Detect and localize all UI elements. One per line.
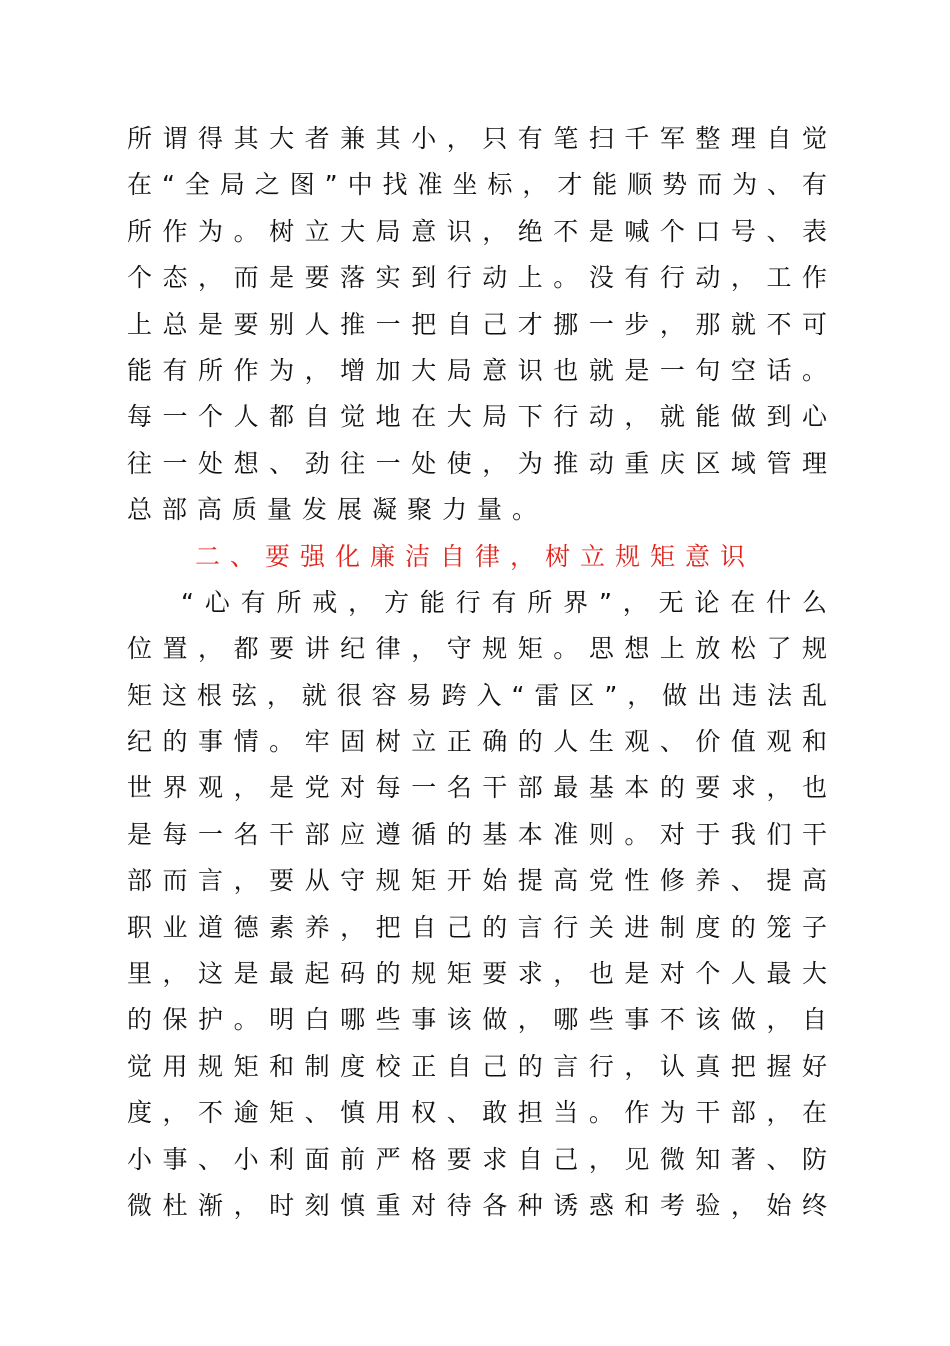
paragraph1-line-3: 所作为。树立大局意识，绝不是喊个口号、表 — [127, 216, 827, 246]
paragraph2-line-12: 度，不逾矩、慎用权、敢担当。作为干部，在 — [127, 1098, 827, 1128]
paragraph2-line-2: 位置，都要讲纪律，守规矩。思想上放松了规 — [127, 634, 827, 664]
paragraph1-line-4: 个态，而是要落实到行动上。没有行动，工作 — [127, 263, 827, 293]
paragraph2-line-7: 部而言，要从守规矩开始提高党性修养、提高 — [127, 866, 827, 896]
section-heading: 二、要强化廉洁自律，树立规矩意识 — [195, 541, 756, 571]
paragraph1-line-8: 往一处想、劲往一处使，为推动重庆区域管理 — [127, 448, 827, 478]
paragraph1-line-5: 上总是要别人推一把自己才挪一步，那就不可 — [127, 309, 827, 339]
paragraph2-line-10: 的保护。明白哪些事该做，哪些事不该做，自 — [127, 1005, 827, 1035]
paragraph1-line-7: 每一个人都自觉地在大局下行动，就能做到心 — [127, 402, 827, 432]
paragraph1-line-9: 总部高质量发展凝聚力量。 — [127, 495, 548, 525]
paragraph2-line-11: 觉用规矩和制度校正自己的言行，认真把握好 — [127, 1051, 827, 1081]
paragraph2-line-4: 纪的事情。牢固树立正确的人生观、价值观和 — [127, 727, 827, 757]
paragraph1-line-6: 能有所作为，增加大局意识也就是一句空话。 — [127, 355, 827, 385]
paragraph2-line-1: “心有所戒，方能行有所界”，无论在什么 — [181, 587, 827, 617]
paragraph2-line-8: 职业道德素养，把自己的言行关进制度的笼子 — [127, 912, 827, 942]
paragraph1-line-2: 在“全局之图”中找准坐标，才能顺势而为、有 — [127, 170, 827, 200]
document-body — [127, 116, 827, 1229]
paragraph2-line-13: 小事、小利面前严格要求自己，见微知著、防 — [127, 1144, 827, 1174]
paragraph2-line-6: 是每一名干部应遵循的基本准则。对于我们干 — [127, 819, 827, 849]
paragraph2-line-9: 里，这是最起码的规矩要求，也是对个人最大 — [127, 959, 827, 989]
paragraph2-line-14: 微杜渐，时刻慎重对待各种诱惑和考验，始终 — [127, 1190, 827, 1220]
paragraph2-line-3: 矩这根弦，就很容易跨入“雷区”，做出违法乱 — [127, 680, 827, 710]
paragraph2-line-5: 世界观，是党对每一名干部最基本的要求，也 — [127, 773, 827, 803]
paragraph1-line-1: 所谓得其大者兼其小，只有笔扫千军整理自觉 — [127, 124, 827, 153]
